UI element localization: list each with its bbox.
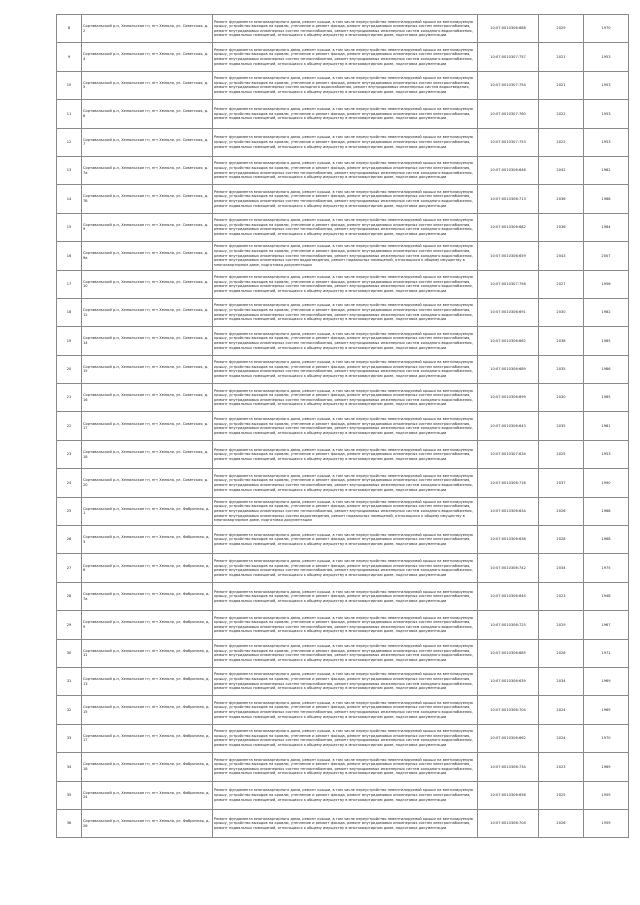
row-address: Сортавальский р-н, Хелюльское гп, пгт Хелюля, ул. Фабричная, д. 11 [82, 639, 213, 667]
row-repair-year: 2034 [539, 667, 584, 695]
works-text: Ремонт фундамента многоквартирного дома, ремонт крыши, в том числе переустройство невентилируемой крыши на вентилируемую крышу, устройство выходов на кровлю, утепление и ремонт фасада, ремонт внутридомовых инженерных систем электроснабжения, ремонт внутридомовых инженерных систем теплоснабжения, ремонт внутридомовых инженерных систем холодного водоснабжения, ремонт подвальных помещений, относящихся к общему имуществу в многоквартирном доме, подготовка документации [214, 19, 473, 38]
row-address: Сортавальский р-н, Хелюльское гп, пгт Хелюля, ул. Фабричная, д. 18 [82, 753, 213, 781]
works-text: Ремонт фундамента многоквартирного дома, ремонт крыши, в том числе переустройство невентилируемой крыши на вентилируемую крышу, устройство выходов на кровлю, утепление и ремонт фасада, ремонт внутридомовых инженерных систем электроснабжения, ремонт подвальных помещений, относящихся к общему имуществу в многоквартирном доме, подготовка документации [214, 788, 473, 802]
table-row [57, 100, 629, 128]
row-repair-year: 2029 [539, 15, 584, 43]
row-repair-year: 2024 [539, 724, 584, 752]
table-body [57, 15, 629, 838]
table-row [57, 15, 629, 43]
row-address: Сортавальский р-н, Хелюльское гп, пгт Хелюля, ул. Советская, д. 7а [82, 156, 213, 184]
row-number: 36 [57, 809, 82, 837]
row-address: Сортавальский р-н, Хелюльское гп, пгт Хелюля, ул. Советская, д. 5 [82, 71, 213, 99]
row-repair-year: 2029 [539, 611, 584, 639]
row-works [213, 469, 478, 497]
row-repair-year: 2028 [539, 639, 584, 667]
row-build-year: 1990 [584, 469, 629, 497]
row-repair-year: 2035 [539, 355, 584, 383]
row-build-year: 1982 [584, 298, 629, 326]
works-text: Ремонт фундамента многоквартирного дома, ремонт крыши, в том числе переустройство невентилируемой крыши на вентилируемую крышу, устройство выходов на кровлю, утепление и ремонт фасада, ремонт внутридомовых инженерных систем электроснабжения, ремонт внутридомовых инженерных систем теплоснабжения, ремонт внутридомовых инженерных систем холодного водоснабжения, ремонт подвальных помещений, относящихся к общему имуществу в многоквартирном доме, подготовка документации [214, 615, 473, 634]
row-repair-year: 2025 [539, 440, 584, 468]
table-row [57, 43, 629, 71]
row-cadastral-number: 10:07:0010306:704 [478, 696, 539, 724]
row-number: 24 [57, 469, 82, 497]
works-text: Ремонт фундамента многоквартирного дома, ремонт крыши, в том числе переустройство невентилируемой крыши на вентилируемую крышу, устройство выходов на кровлю, утепление и ремонт фасада, ремонт внутридомовых инженерных систем электроснабжения, ремонт подвальных помещений, относящихся к общему имуществу в многоквартирном доме, подготовка документации [214, 532, 473, 547]
row-cadastral-number: 10:07:0010306:699 [478, 384, 539, 412]
works-text: Ремонт фундамента многоквартирного дома, ремонт крыши, в том числе переустройство невентилируемой крыши на вентилируемую крышу, устройство выходов на кровлю, утепление и ремонт фасада, ремонт внутридомовых инженерных систем электроснабжения, ремонт внутридомовых инженерных систем теплоснабжения, ремонт внутридомовых инженерных систем холодного водоснабжения, ремонт подвальных помещений, относящихся к общему имуществу в многоквартирном доме, подготовка документации [214, 47, 473, 66]
table-row [57, 667, 629, 695]
row-repair-year: 2038 [539, 327, 584, 355]
row-address: Сортавальский р-н, Хелюльское гп, пгт Хелюля, ул. Фабричная, д. 6 [82, 554, 213, 582]
row-build-year: 1953 [584, 100, 629, 128]
row-repair-year: 2025 [539, 781, 584, 809]
works-text: Ремонт фундамента многоквартирного дома, ремонт крыши, в том числе переустройство невентилируемой крыши на вентилируемую крышу, устройство выходов на кровлю, утепление и ремонт фасада, ремонт внутридомовых инженерных систем электроснабжения, ремонт внутридомовых инженерных систем теплоснабжения, ремонт внутридомовых инженерных систем холодного водоснабжения, ремонт подвальных помещений, относящихся к общему имуществу в многоквартирном доме, подготовка документации [214, 644, 473, 662]
row-address: Сортавальский р-н, Хелюльское гп, пгт Хелюля, ул. Фабричная, д. 24 [82, 781, 213, 809]
row-repair-year: 2028 [539, 526, 584, 554]
row-works [213, 270, 478, 298]
row-works [213, 611, 478, 639]
row-number: 18 [57, 298, 82, 326]
row-repair-year: 2021 [539, 71, 584, 99]
works-text: Ремонт фундамента многоквартирного дома, ремонт крыши, в том числе переустройство невентилируемой крыши на вентилируемую крышу, устройство выходов на кровлю, утепление и ремонт фасада, ремонт внутридомовых инженерных систем электроснабжения, ремонт внутридомовых инженерных систем теплоснабжения, ремонт внутридомовых инженерных систем холодного водоснабжения, ремонт подвальных помещений, относящихся к общему имуществу в многоквартирном доме, подготовка документации [214, 161, 473, 180]
row-build-year: 1985 [584, 327, 629, 355]
row-address: Сортавальский р-н, Хелюльское гп, пгт Хелюля, ул. Советская, д. 4 [82, 43, 213, 71]
table-row [57, 156, 629, 184]
row-number: 25 [57, 497, 82, 525]
row-number: 9 [57, 43, 82, 71]
row-cadastral-number: 10:07:0010306:704 [478, 809, 539, 837]
row-repair-year: 2036 [539, 213, 584, 241]
works-text: Ремонт фундамента многоквартирного дома, ремонт крыши, в том числе переустройство невентилируемой крыши на вентилируемую крышу, устройство выходов на кровлю, утепление и ремонт фасада, ремонт внутридомовых инженерных систем электроснабжения, ремонт внутридомовых инженерных систем теплоснабжения, ремонт внутридомовых инженерных систем холодного водоснабжения, ремонт подвальных помещений, относящихся к общему имуществу в многоквартирном доме, подготовка документации [214, 218, 473, 237]
row-number: 20 [57, 355, 82, 383]
row-address: Сортавальский р-н, Хелюльское гп, пгт Хелюля, ул. Фабричная, д. 17 [82, 724, 213, 752]
row-number: 17 [57, 270, 82, 298]
row-number: 23 [57, 440, 82, 468]
row-works [213, 667, 478, 695]
row-address: Сортавальский р-н, Хелюльское гп, пгт Хелюля, ул. Фабричная, д. 26 [82, 809, 213, 837]
row-address: Сортавальский р-н, Хелюльское гп, пгт Хелюля, ул. Фабричная, д. 7а [82, 582, 213, 610]
row-works [213, 71, 478, 99]
row-build-year: 1970 [584, 724, 629, 752]
row-works [213, 384, 478, 412]
row-build-year: 1984 [584, 213, 629, 241]
row-cadastral-number: 10:07:0010306:713 [478, 185, 539, 213]
row-build-year: 1959 [584, 781, 629, 809]
row-works [213, 554, 478, 582]
table-row [57, 696, 629, 724]
row-works [213, 809, 478, 837]
table-row [57, 781, 629, 809]
row-build-year: 1968 [584, 526, 629, 554]
row-cadastral-number: 10:07:0010307:754 [478, 71, 539, 99]
row-number: 28 [57, 582, 82, 610]
row-cadastral-number: 10:07:0010306:659 [478, 242, 539, 270]
row-build-year: 1986 [584, 355, 629, 383]
table-row [57, 327, 629, 355]
row-number: 35 [57, 781, 82, 809]
row-address: Сортавальский р-н, Хелюльское гп, пгт Хелюля, ул. Советская, д. 10 [82, 270, 213, 298]
row-number: 11 [57, 100, 82, 128]
row-cadastral-number: 10:07:0010307:757 [478, 43, 539, 71]
works-text: Ремонт фундамента многоквартирного дома, ремонт крыши, в том числе переустройство невентилируемой крыши на вентилируемую крышу, устройство выходов на кровлю, утепление и ремонт фасада, ремонт внутридомовых инженерных систем электроснабжения, ремонт подвальных помещений, относящихся к общему имуществу в многоквартирном доме, подготовка документации [214, 106, 473, 121]
table-row [57, 554, 629, 582]
row-cadastral-number: 10:07:0010306:646 [478, 156, 539, 184]
row-cadastral-number: 10:07:0010306:662 [478, 724, 539, 752]
row-number: 30 [57, 639, 82, 667]
table-row [57, 809, 629, 837]
row-build-year: 1969 [584, 696, 629, 724]
row-repair-year: 2036 [539, 185, 584, 213]
row-number: 15 [57, 213, 82, 241]
row-repair-year: 2024 [539, 696, 584, 724]
row-cadastral-number: 10:07:0010306:662 [478, 327, 539, 355]
row-works [213, 128, 478, 156]
row-repair-year: 2021 [539, 43, 584, 71]
row-number: 31 [57, 667, 82, 695]
row-works [213, 185, 478, 213]
row-works [213, 100, 478, 128]
row-number: 33 [57, 724, 82, 752]
works-text: Ремонт фундамента многоквартирного дома, ремонт крыши, в том числе переустройство невентилируемой крыши на вентилируемую крышу, устройство выходов на кровлю, утепление и ремонт фасада, ремонт внутридомовых инженерных систем электроснабжения, ремонт внутридомовых инженерных систем теплоснабжения, ремонт внутридомовых инженерных систем холодного водоснабжения, ремонт подвальных помещений, относящихся к общему имуществу в многоквартирном доме, подготовка документации [214, 275, 473, 293]
row-works [213, 696, 478, 724]
row-build-year: 1956 [584, 270, 629, 298]
row-cadastral-number: 10:07:0010307:634 [478, 440, 539, 468]
row-cadastral-number: 10:07:0010306:742 [478, 554, 539, 582]
row-address: Сортавальский р-н, Хелюльское гп, пгт Хелюля, ул. Советская, д. 16 [82, 384, 213, 412]
row-works [213, 355, 478, 383]
works-text: Ремонт фундамента многоквартирного дома, ремонт крыши, в том числе переустройство невентилируемой крыши на вентилируемую крышу, устройство выходов на кровлю, утепление и ремонт фасада, ремонт внутридомовых инженерных систем электроснабжения, ремонт внутридомовых инженерных систем теплоснабжения, ремонт внутридомовых инженерных систем холодного водоснабжения, ремонт подвальных помещений, относящихся к общему имуществу в многоквартирном доме, подготовка документации [214, 700, 473, 719]
table-row [57, 582, 629, 610]
row-cadastral-number: 10:07:0010306:643 [478, 412, 539, 440]
row-cadastral-number: 10:07:0010306:689 [478, 355, 539, 383]
works-text: Ремонт фундамента многоквартирного дома, ремонт крыши, в том числе переустройство невентилируемой крыши на вентилируемую крышу, устройство выходов на кровлю, утепление и ремонт фасада, ремонт внутридомовых инженерных систем электроснабжения, ремонт внутридомовых инженерных систем теплоснабжения, ремонт внутридомовых инженерных систем холодного водоснабжения, ремонт внутридомовых инженерных систем водоотведения, ремонт подвальных помещений, относящихся к общему имуществу в многоквартирном доме, подготовка документации [214, 244, 473, 267]
row-works [213, 412, 478, 440]
table-row [57, 213, 629, 241]
row-repair-year: 2022 [539, 128, 584, 156]
row-works [213, 526, 478, 554]
row-build-year: 1969 [584, 667, 629, 695]
row-works [213, 724, 478, 752]
row-address: Сортавальский р-н, Хелюльское гп, пгт Хелюля, ул. Советская, д. 15 [82, 355, 213, 383]
row-works [213, 497, 478, 525]
works-text: Ремонт фундамента многоквартирного дома, ремонт крыши, в том числе переустройство невентилируемой крыши на вентилируемую крышу, устройство выходов на кровлю, утепление и ремонт фасада, ремонт внутридомовых инженерных систем электроснабжения, ремонт внутридомовых инженерных систем теплоснабжения, ремонт внутридомовых инженерных систем холодного водоснабжения, ремонт подвальных помещений, относящихся к общему имуществу в многоквартирном доме, подготовка документации [214, 672, 473, 691]
row-build-year: 1967 [584, 611, 629, 639]
row-repair-year: 2030 [539, 298, 584, 326]
table-row [57, 440, 629, 468]
row-address: Сортавальский р-н, Хелюльское гп, пгт Хелюля, ул. Фабричная, д. 15 [82, 696, 213, 724]
row-works [213, 213, 478, 241]
row-build-year: 1981 [584, 412, 629, 440]
row-number: 34 [57, 753, 82, 781]
row-build-year: 1953 [584, 128, 629, 156]
row-cadastral-number: 10:07:0010306:716 [478, 469, 539, 497]
row-build-year: 1959 [584, 809, 629, 837]
row-cadastral-number: 10:07:0010306:638 [478, 526, 539, 554]
row-address: Сортавальский р-н, Хелюльское гп, пгт Хелюля, ул. Фабричная, д. 13 [82, 667, 213, 695]
row-address: Сортавальский р-н, Хелюльское гп, пгт Хелюля, ул. Фабричная, д. 1 [82, 497, 213, 525]
row-build-year: 1982 [584, 156, 629, 184]
table-row [57, 298, 629, 326]
row-repair-year: 2034 [539, 554, 584, 582]
row-address: Сортавальский р-н, Хелюльское гп, пгт Хелюля, ул. Советская, д. 12 [82, 298, 213, 326]
row-cadastral-number: 10:07:0010306:656 [478, 781, 539, 809]
row-address: Сортавальский р-н, Хелюльское гп, пгт Хелюля, ул. Советская, д. 9а [82, 242, 213, 270]
table-row [57, 355, 629, 383]
row-works [213, 156, 478, 184]
row-cadastral-number: 10:07:0010306:691 [478, 298, 539, 326]
table-row [57, 185, 629, 213]
row-cadastral-number: 10:07:0010306:682 [478, 213, 539, 241]
row-build-year: 1988 [584, 185, 629, 213]
works-text: Ремонт фундамента многоквартирного дома, ремонт крыши, в том числе переустройство невентилируемой крыши на вентилируемую крышу, устройство выходов на кровлю, утепление и ремонт фасада, ремонт внутридомовых инженерных систем электроснабжения, ремонт внутридомовых инженерных систем теплоснабжения, ремонт внутридомовых инженерных систем холодного водоснабжения, ремонт внутридомовых инженерных систем водоотведения, ремонт подвальных помещений, относящихся к общему имуществу в многоквартирном доме, подготовка документации [214, 499, 473, 523]
row-build-year: 1970 [584, 15, 629, 43]
row-works [213, 15, 478, 43]
works-text: Ремонт фундамента многоквартирного дома, ремонт крыши, в том числе переустройство невентилируемой крыши на вентилируемую крышу, устройство выходов на кровлю, утепление и ремонт фасада, ремонт внутридомовых инженерных систем электроснабжения, ремонт внутридомовых инженерных систем теплоснабжения, ремонт внутридомовых инженерных систем холодного водоснабжения, ремонт подвальных помещений, относящихся к общему имуществу в многоквартирном доме, подготовка документации [214, 360, 473, 378]
row-repair-year: 2027 [539, 270, 584, 298]
works-text: Ремонт фундамента многоквартирного дома, ремонт крыши, в том числе переустройство невентилируемой крыши на вентилируемую крышу, устройство выходов на кровлю, утепление и ремонт фасада, ремонт внутридомовых инженерных систем электроснабжения, ремонт внутридомовых инженерных систем теплоснабжения, ремонт внутридомовых инженерных систем холодного водоснабжения, ремонт подвальных помещений, относящихся к общему имуществу в многоквартирном доме, подготовка документации [214, 729, 473, 748]
works-text: Ремонт фундамента многоквартирного дома, ремонт крыши, в том числе переустройство невентилируемой крыши на вентилируемую крышу, устройство выходов на кровлю, утепление и ремонт фасада, ремонт внутридомовых инженерных систем электроснабжения, ремонт внутридомовых инженерных систем теплоснабжения, ремонт внутридомовых инженерных систем холодного водоснабжения, ремонт подвальных помещений, относящихся к общему имуществу в многоквартирном доме, подготовка документации [214, 388, 473, 407]
table-row [57, 270, 629, 298]
row-address: Сортавальский р-н, Хелюльское гп, пгт Хелюля, ул. Советская, д. 18 [82, 440, 213, 468]
row-works [213, 781, 478, 809]
table-row [57, 412, 629, 440]
row-works [213, 242, 478, 270]
row-address: Сортавальский р-н, Хелюльское гп, пгт Хелюля, ул. Советская, д. 9 [82, 213, 213, 241]
table-row [57, 611, 629, 639]
row-cadastral-number: 10:07:0010306:639 [478, 667, 539, 695]
table-row [57, 526, 629, 554]
row-number: 29 [57, 611, 82, 639]
works-text: Ремонт фундамента многоквартирного дома, ремонт крыши, в том числе переустройство невентилируемой крыши на вентилируемую крышу, устройство выходов на кровлю, утепление и ремонт фасада, ремонт внутридомовых инженерных систем электроснабжения, ремонт внутридомовых инженерных систем холодного водоснабжения, ремонт внутридомовых инженерных систем водоотведения, ремонт подвальных помещений, относящихся к общему имуществу в многоквартирном доме, подготовка документации [214, 76, 473, 95]
works-text: Ремонт фундамента многоквартирного дома, ремонт крыши, в том числе переустройство невентилируемой крыши на вентилируемую крышу, устройство выходов на кровлю, утепление и ремонт фасада, ремонт внутридомовых инженерных систем электроснабжения, ремонт внутридомовых инженерных систем теплоснабжения, ремонт внутридомовых инженерных систем холодного водоснабжения, ремонт подвальных помещений, относящихся к общему имуществу в многоквартирном доме, подготовка документации [214, 331, 473, 350]
row-works [213, 582, 478, 610]
row-repair-year: 2035 [539, 412, 584, 440]
works-text: Ремонт фундамента многоквартирного дома, ремонт крыши, в том числе переустройство невентилируемой крыши на вентилируемую крышу, устройство выходов на кровлю, утепление и ремонт фасада, ремонт внутридомовых инженерных систем электроснабжения, ремонт внутридомовых инженерных систем теплоснабжения, ремонт внутридомовых инженерных систем холодного водоснабжения, ремонт подвальных помещений, относящихся к общему имуществу в многоквартирном доме, подготовка документации [214, 757, 473, 776]
row-repair-year: 2026 [539, 497, 584, 525]
row-build-year: 1953 [584, 440, 629, 468]
row-number: 12 [57, 128, 82, 156]
row-build-year: 1985 [584, 384, 629, 412]
row-works [213, 327, 478, 355]
row-repair-year: 2037 [539, 469, 584, 497]
row-cadastral-number: 10:07:0010307:760 [478, 100, 539, 128]
row-number: 8 [57, 15, 82, 43]
works-text: Ремонт фундамента многоквартирного дома, ремонт крыши, в том числе переустройство невентилируемой крыши на вентилируемую крышу, устройство выходов на кровлю, утепление и ремонт фасада, ремонт внутридомовых инженерных систем электроснабжения, ремонт внутридомовых инженерных систем теплоснабжения, ремонт внутридомовых инженерных систем холодного водоснабжения, ремонт подвальных помещений, относящихся к общему имуществу в многоквартирном доме, подготовка документации [214, 189, 473, 208]
row-address: Сортавальский р-н, Хелюльское гп, пгт Хелюля, ул. Советская, д. 7 [82, 128, 213, 156]
row-works [213, 298, 478, 326]
works-text: Ремонт фундамента многоквартирного дома, ремонт крыши, в том числе переустройство невентилируемой крыши на вентилируемую крышу, устройство выходов на кровлю, утепление и ремонт фасада, ремонт внутридомовых инженерных систем электроснабжения, ремонт подвальных помещений, относящихся к общему имуществу в многоквартирном доме, подготовка документации [214, 816, 473, 830]
table-row [57, 469, 629, 497]
row-address: Сортавальский р-н, Хелюльское гп, пгт Хелюля, ул. Советская, д. 7б [82, 185, 213, 213]
row-number: 27 [57, 554, 82, 582]
capital-repair-table [56, 14, 629, 838]
works-text: Ремонт фундамента многоквартирного дома, ремонт крыши, в том числе переустройство невентилируемой крыши на вентилируемую крышу, устройство выходов на кровлю, утепление и ремонт фасада, ремонт внутридомовых инженерных систем электроснабжения, ремонт внутридомовых инженерных систем теплоснабжения, ремонт внутридомовых инженерных систем холодного водоснабжения, ремонт подвальных помещений, относящихся к общему имуществу в многоквартирном доме, подготовка документации [214, 416, 473, 435]
row-number: 19 [57, 327, 82, 355]
row-works [213, 440, 478, 468]
row-repair-year: 2023 [539, 753, 584, 781]
row-address: Сортавальский р-н, Хелюльское гп, пгт Хелюля, ул. Советская, д. 20 [82, 469, 213, 497]
works-text: Ремонт фундамента многоквартирного дома, ремонт крыши, в том числе переустройство невентилируемой крыши на вентилируемую крышу, устройство выходов на кровлю, утепление и ремонт фасада, ремонт внутридомовых инженерных систем электроснабжения, ремонт внутридомовых инженерных систем теплоснабжения, ремонт внутридомовых инженерных систем холодного водоснабжения, ремонт подвальных помещений, относящихся к общему имуществу в многоквартирном доме, подготовка документации [214, 473, 473, 492]
row-cadastral-number: 10:07:0010306:634 [478, 497, 539, 525]
row-address: Сортавальский р-н, Хелюльское гп, пгт Хелюля, ул. Фабричная, д. 3 [82, 526, 213, 554]
row-number: 22 [57, 412, 82, 440]
row-address: Сортавальский р-н, Хелюльское гп, пгт Хелюля, ул. Советская, д. 2 [82, 15, 213, 43]
row-repair-year: 2022 [539, 100, 584, 128]
table-row [57, 497, 629, 525]
row-build-year: 1948 [584, 582, 629, 610]
row-cadastral-number: 10:07:0010307:756 [478, 270, 539, 298]
table-row [57, 639, 629, 667]
works-text: Ремонт фундамента многоквартирного дома, ремонт крыши, в том числе переустройство невентилируемой крыши на вентилируемую крышу, устройство выходов на кровлю, утепление и ремонт фасада, ремонт внутридомовых инженерных систем электроснабжения, ремонт подвальных помещений, относящихся к общему имуществу в многоквартирном доме, подготовка документации [214, 135, 473, 149]
table-row [57, 724, 629, 752]
row-cadastral-number: 10:07:0010307:753 [478, 128, 539, 156]
row-number: 32 [57, 696, 82, 724]
row-cadastral-number: 10:07:0010306:685 [478, 639, 539, 667]
row-build-year: 1968 [584, 497, 629, 525]
row-repair-year: 2023 [539, 582, 584, 610]
row-build-year: 1975 [584, 554, 629, 582]
row-build-year: 1971 [584, 639, 629, 667]
row-number: 10 [57, 71, 82, 99]
row-number: 13 [57, 156, 82, 184]
row-build-year: 1969 [584, 753, 629, 781]
row-cadastral-number: 10:07:0010306:644 [478, 582, 539, 610]
works-text: Ремонт фундамента многоквартирного дома, ремонт крыши, в том числе переустройство невентилируемой крыши на вентилируемую крышу, устройство выходов на кровлю, утепление и ремонт фасада, ремонт внутридомовых инженерных систем электроснабжения, ремонт внутридомовых инженерных систем теплоснабжения, ремонт внутридомовых инженерных систем холодного водоснабжения, ремонт подвальных помещений, относящихся к общему имуществу в многоквартирном доме, подготовка документации [214, 558, 473, 577]
row-works [213, 753, 478, 781]
row-build-year: 1953 [584, 43, 629, 71]
table-row [57, 384, 629, 412]
works-text: Ремонт фундамента многоквартирного дома, ремонт крыши, в том числе переустройство невентилируемой крыши на вентилируемую крышу, устройство выходов на кровлю, утепление и ремонт фасада, ремонт внутридомовых инженерных систем электроснабжения, ремонт подвальных помещений, относящихся к общему имуществу в многоквартирном доме, подготовка документации [214, 589, 473, 603]
table-row [57, 753, 629, 781]
row-cadastral-number: 10:07:0010306:688 [478, 15, 539, 43]
row-number: 21 [57, 384, 82, 412]
row-number: 14 [57, 185, 82, 213]
table-row [57, 128, 629, 156]
row-address: Сортавальский р-н, Хелюльское гп, пгт Хелюля, ул. Советская, д. 6 [82, 100, 213, 128]
row-build-year: 2007 [584, 242, 629, 270]
row-number: 26 [57, 526, 82, 554]
row-cadastral-number: 10:07:0010306:725 [478, 611, 539, 639]
table-row [57, 71, 629, 99]
row-address: Сортавальский р-н, Хелюльское гп, пгт Хелюля, ул. Фабричная, д. 9 [82, 611, 213, 639]
row-repair-year: 2043 [539, 242, 584, 270]
row-build-year: 1953 [584, 71, 629, 99]
row-address: Сортавальский р-н, Хелюльское гп, пгт Хелюля, ул. Советская, д. 14 [82, 327, 213, 355]
row-repair-year: 2042 [539, 156, 584, 184]
works-text: Ремонт фундамента многоквартирного дома, ремонт крыши, в том числе переустройство невентилируемой крыши на вентилируемую крышу, устройство выходов на кровлю, утепление и ремонт фасада, ремонт внутридомовых инженерных систем электроснабжения, ремонт внутридомовых инженерных систем теплоснабжения, ремонт внутридомовых инженерных систем холодного водоснабжения, ремонт подвальных помещений, относящихся к общему имуществу в многоквартирном доме, подготовка документации [214, 303, 473, 322]
row-works [213, 639, 478, 667]
works-text: Ремонт фундамента многоквартирного дома, ремонт крыши, в том числе переустройство невентилируемой крыши на вентилируемую крышу, устройство выходов на кровлю, утепление и ремонт фасада, ремонт внутридомовых инженерных систем электроснабжения, ремонт подвальных помещений, относящихся к общему имуществу в многоквартирном доме, подготовка документации [214, 447, 473, 461]
row-cadastral-number: 10:07:0010306:734 [478, 753, 539, 781]
row-address: Сортавальский р-н, Хелюльское гп, пгт Хелюля, ул. Советская, д. 17 [82, 412, 213, 440]
row-number: 16 [57, 242, 82, 270]
table-row [57, 242, 629, 270]
row-works [213, 43, 478, 71]
row-repair-year: 2030 [539, 384, 584, 412]
row-repair-year: 2026 [539, 809, 584, 837]
